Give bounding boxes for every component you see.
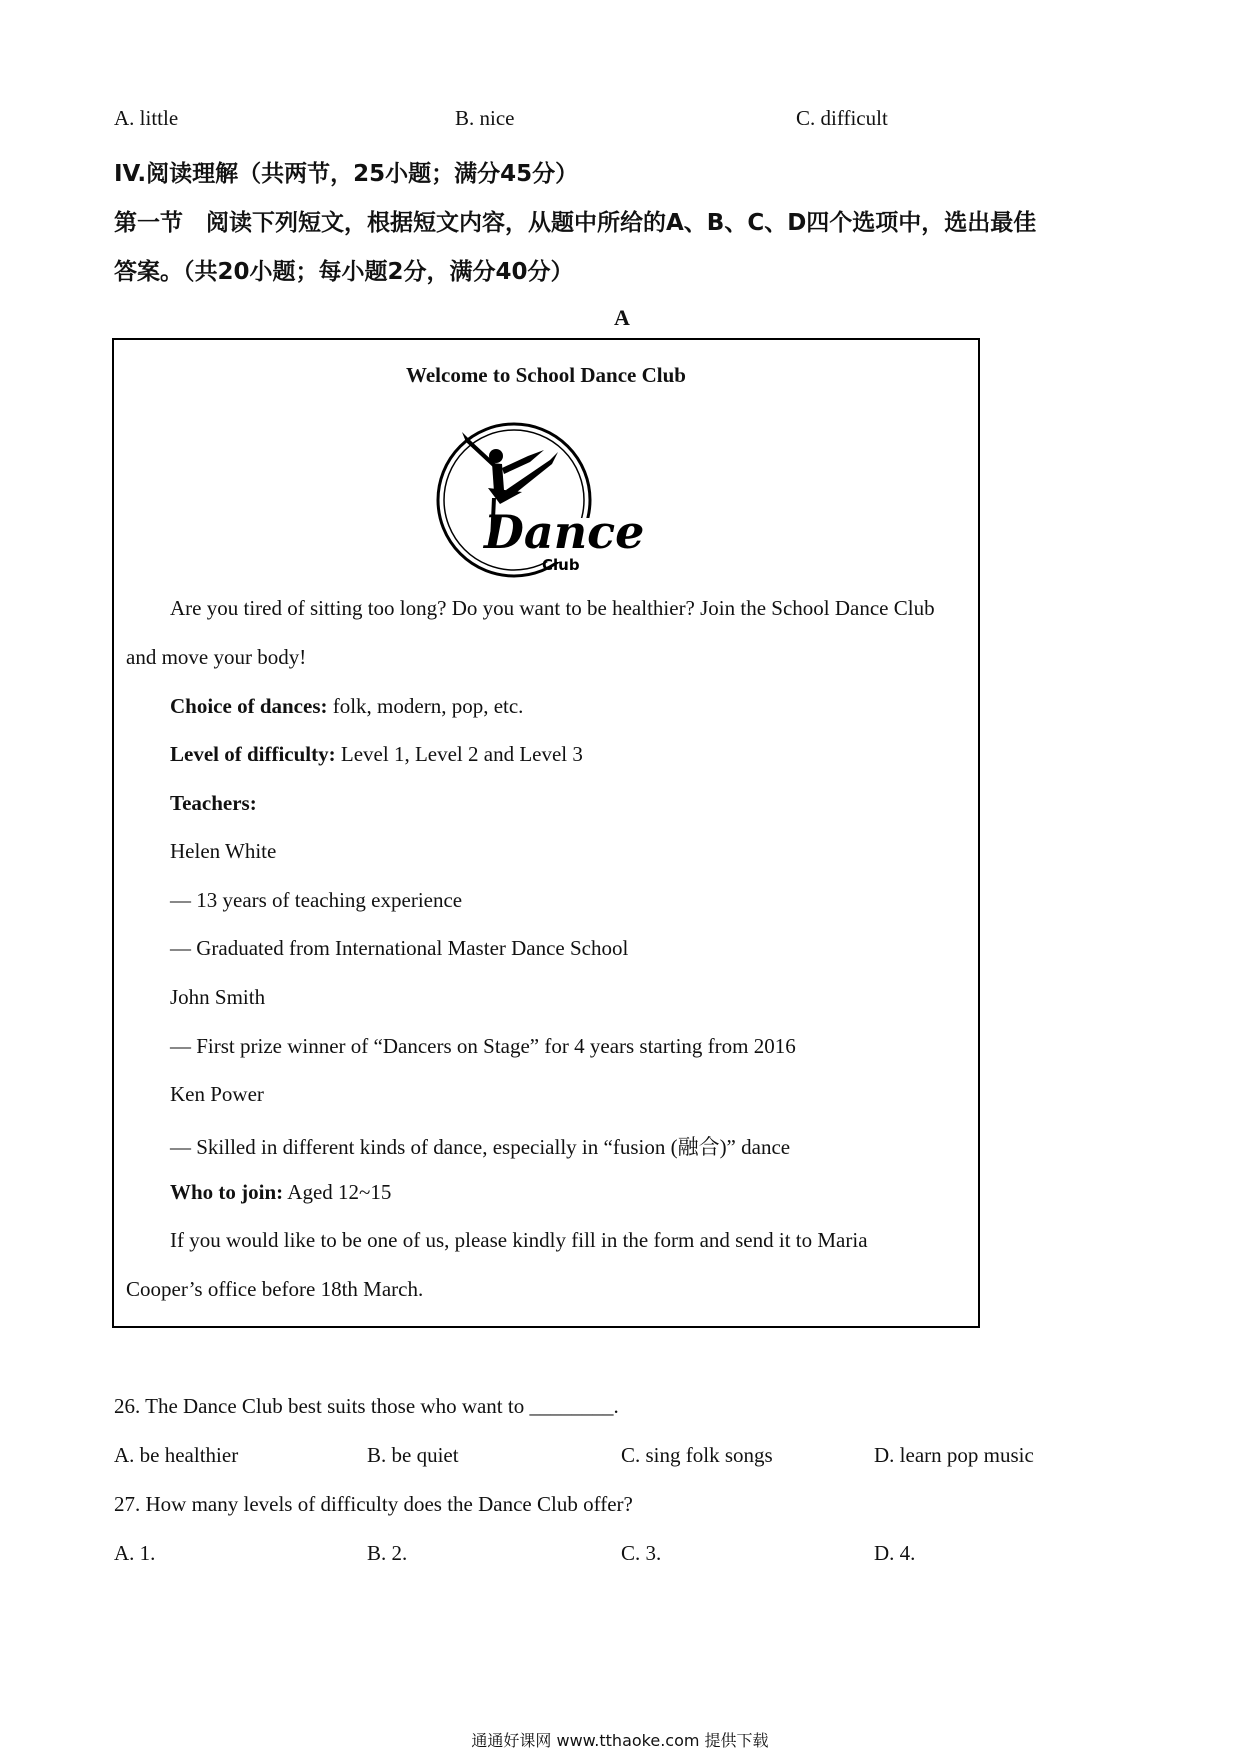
- teacher-name: Helen White: [170, 839, 277, 863]
- teacher-name: John Smith: [170, 985, 266, 1009]
- q25-option-a: A. little: [114, 106, 179, 130]
- teacher-detail: — 13 years of teaching experience: [170, 888, 463, 912]
- ad-title: Welcome to School Dance Club: [406, 363, 686, 387]
- q26-option-d: D. learn pop music: [874, 1443, 1034, 1467]
- q26-option-b: B. be quiet: [367, 1443, 459, 1467]
- ad-outro-line2: Cooper’s office before 18th March.: [126, 1277, 424, 1301]
- teacher-detail: — Skilled in different kinds of dance, especially in “fusion (融合)” dance: [170, 1135, 791, 1159]
- q26-stem: 26. The Dance Club best suits those who want to ________.: [114, 1394, 619, 1418]
- section-heading: IV.阅读理解（共两节，25小题；满分45分）: [114, 161, 579, 187]
- ad-level-of-difficulty: Level of difficulty: Level 1, Level 2 and Level 3: [170, 742, 583, 766]
- svg-text:Club: Club: [542, 556, 580, 574]
- q27-option-d: D. 4.: [874, 1541, 916, 1565]
- ad-intro-line2: and move your body!: [126, 645, 307, 669]
- section-instruction-line1: 第一节 阅读下列短文，根据短文内容，从题中所给的A、B、C、D四个选项中，选出最佳: [114, 210, 1037, 236]
- page-footer: 通通好课网 www.tthaoke.com 提供下载: [471, 1731, 769, 1750]
- ad-outro-line1: If you would like to be one of us, please kindly fill in the form and send it to Maria: [170, 1228, 868, 1252]
- teacher-detail: — First prize winner of “Dancers on Stage” for 4 years starting from 2016: [170, 1034, 796, 1058]
- q26-option-c: C. sing folk songs: [621, 1443, 773, 1467]
- q26-option-a: A. be healthier: [114, 1443, 239, 1467]
- dancer-logo-icon: [432, 420, 645, 580]
- q27-option-b: B. 2.: [367, 1541, 408, 1565]
- q27-option-a: A. 1.: [114, 1541, 156, 1565]
- teacher-detail: — Graduated from International Master Dance School: [170, 936, 629, 960]
- dance-club-ad: [112, 338, 980, 1328]
- section-instruction-line2: 答案。（共20小题；每小题2分，满分40分）: [114, 259, 574, 285]
- ad-choice-of-dances: Choice of dances: folk, modern, pop, etc.: [170, 694, 524, 718]
- teacher-name: Ken Power: [170, 1082, 264, 1106]
- ad-who-to-join: Who to join: Aged 12~15: [170, 1180, 392, 1204]
- svg-text:Dance: Dance: [484, 505, 645, 559]
- ad-intro-line1: Are you tired of sitting too long? Do you want to be healthier? Join the School Dance Club: [170, 596, 935, 620]
- q27-option-c: C. 3.: [621, 1541, 662, 1565]
- q27-stem: 27. How many levels of difficulty does the Dance Club offer?: [114, 1492, 633, 1516]
- q25-option-b: B. nice: [455, 106, 515, 130]
- q25-option-c: C. difficult: [796, 106, 888, 130]
- ad-teachers-label: Teachers:: [170, 791, 257, 815]
- dance-club-logo: [432, 420, 645, 580]
- passage-letter: A: [614, 305, 630, 330]
